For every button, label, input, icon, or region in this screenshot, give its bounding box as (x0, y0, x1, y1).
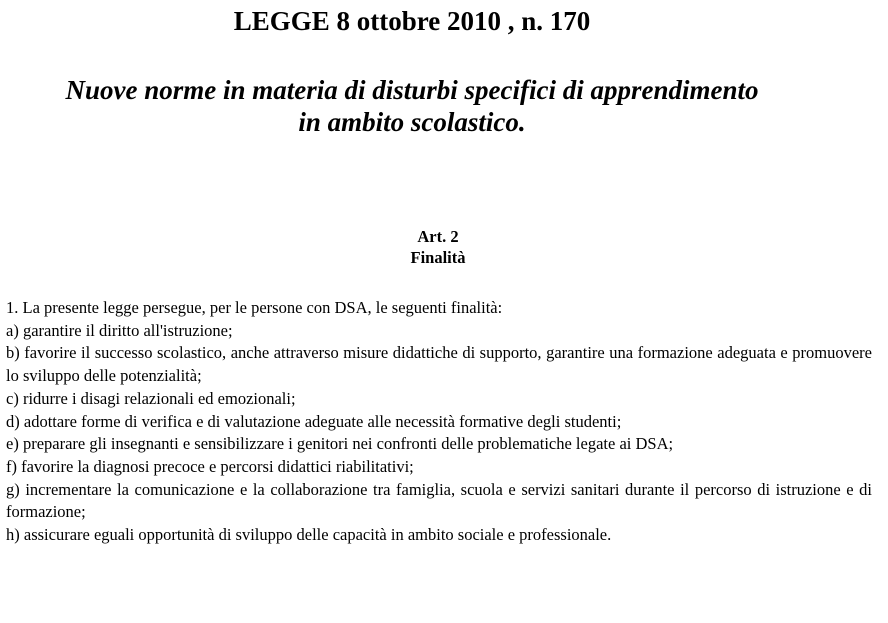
article-item-h: h) assicurare eguali opportunità di sviluppo delle capacità in ambito sociale e professionale. (6, 525, 612, 545)
article-item-g: g) incrementare la comunicazione e la collaborazione tra famiglia, scuola e servizi sanitari durante il percorso di istruzione e di formazione; (6, 479, 872, 522)
article-intro: 1. La presente legge persegue, per le persone con DSA, le seguenti finalità: (6, 298, 503, 317)
article-item-e: e) preparare gli insegnanti e sensibilizzare i genitori nei confronti delle problematiche legate ai DSA; (6, 434, 674, 454)
article-item-c: c) ridurre i disagi relazionali ed emozionali; (6, 388, 296, 408)
article-item-d: d) adottare forme di verifica e di valutazione adeguate alle necessità formative degli studenti; (6, 411, 622, 431)
article-body (6, 297, 872, 547)
law-subtitle-line-1: Nuove norme in materia di disturbi specifici di apprendimento (65, 75, 759, 105)
law-subtitle (0, 74, 824, 138)
article-heading-title: Finalità (410, 248, 466, 267)
article-heading (0, 226, 876, 268)
article-item-b: b) favorire il successo scolastico, anche attraverso misure didattiche di supporto, garantire una formazione adeguata e promuovere lo sviluppo delle potenzialità; (6, 343, 872, 386)
law-title: LEGGE 8 ottobre 2010 , n. 170 (233, 6, 591, 36)
article-number: Art. 2 (417, 227, 459, 246)
article-item-a: a) garantire il diritto all'istruzione; (6, 320, 233, 340)
law-subtitle-line-2: in ambito scolastico. (298, 107, 526, 137)
article-item-f: f) favorire la diagnosi precoce e percorsi didattici riabilitativi; (6, 456, 414, 476)
